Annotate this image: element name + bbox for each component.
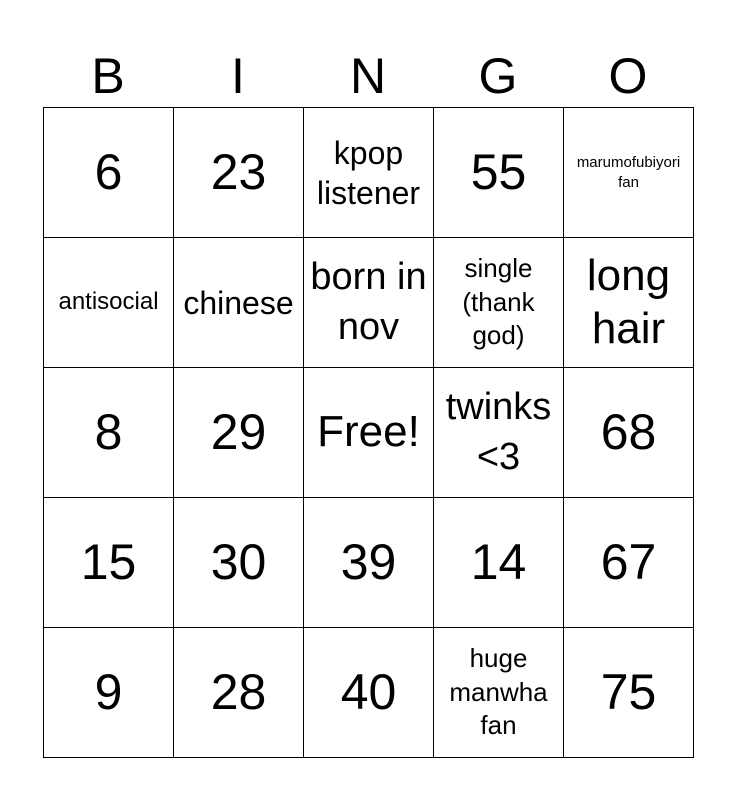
bingo-cell-r1-c3[interactable]: kpop listener — [304, 108, 434, 238]
bingo-cell-r1-c2[interactable]: 23 — [174, 108, 304, 238]
header-letter-g: G — [478, 48, 518, 104]
bingo-cell-r4-c3[interactable]: 39 — [304, 498, 434, 628]
bingo-cell-r3-c5[interactable]: 68 — [564, 368, 694, 498]
bingo-cell-r2-c2[interactable]: chinese — [174, 238, 304, 368]
bingo-cell-r5-c1[interactable]: 9 — [44, 628, 174, 758]
bingo-cell-r2-c5[interactable]: long hair — [564, 238, 694, 368]
header-letter-i: I — [231, 48, 245, 104]
bingo-cell-r3-c4[interactable]: twinks <3 — [434, 368, 564, 498]
header-letter-b: B — [91, 48, 125, 104]
bingo-cell-r4-c1[interactable]: 15 — [44, 498, 174, 628]
bingo-cell-r4-c5[interactable]: 67 — [564, 498, 694, 628]
bingo-cell-r1-c1[interactable]: 6 — [44, 108, 174, 238]
bingo-board — [43, 107, 694, 758]
bingo-cell-r5-c4[interactable]: huge manwha fan — [434, 628, 564, 758]
bingo-cell-r2-c1[interactable]: antisocial — [44, 238, 174, 368]
bingo-cell-r5-c5[interactable]: 75 — [564, 628, 694, 758]
bingo-cell-r3-c2[interactable]: 29 — [174, 368, 304, 498]
bingo-cell-r5-c3[interactable]: 40 — [304, 628, 434, 758]
bingo-cell-r2-c4[interactable]: single (thank god) — [434, 238, 564, 368]
bingo-cell-free-space[interactable]: Free! — [304, 368, 434, 498]
bingo-cell-r4-c4[interactable]: 14 — [434, 498, 564, 628]
bingo-cell-r5-c2[interactable]: 28 — [174, 628, 304, 758]
bingo-cell-r2-c3[interactable]: born in nov — [304, 238, 434, 368]
bingo-header — [43, 44, 693, 108]
bingo-cell-r4-c2[interactable]: 30 — [174, 498, 304, 628]
header-letter-n: N — [349, 48, 387, 104]
bingo-cell-r3-c1[interactable]: 8 — [44, 368, 174, 498]
bingo-cell-r1-c5[interactable]: marumofubiyori fan — [564, 108, 694, 238]
header-letter-o: O — [608, 48, 648, 104]
bingo-cell-r1-c4[interactable]: 55 — [434, 108, 564, 238]
